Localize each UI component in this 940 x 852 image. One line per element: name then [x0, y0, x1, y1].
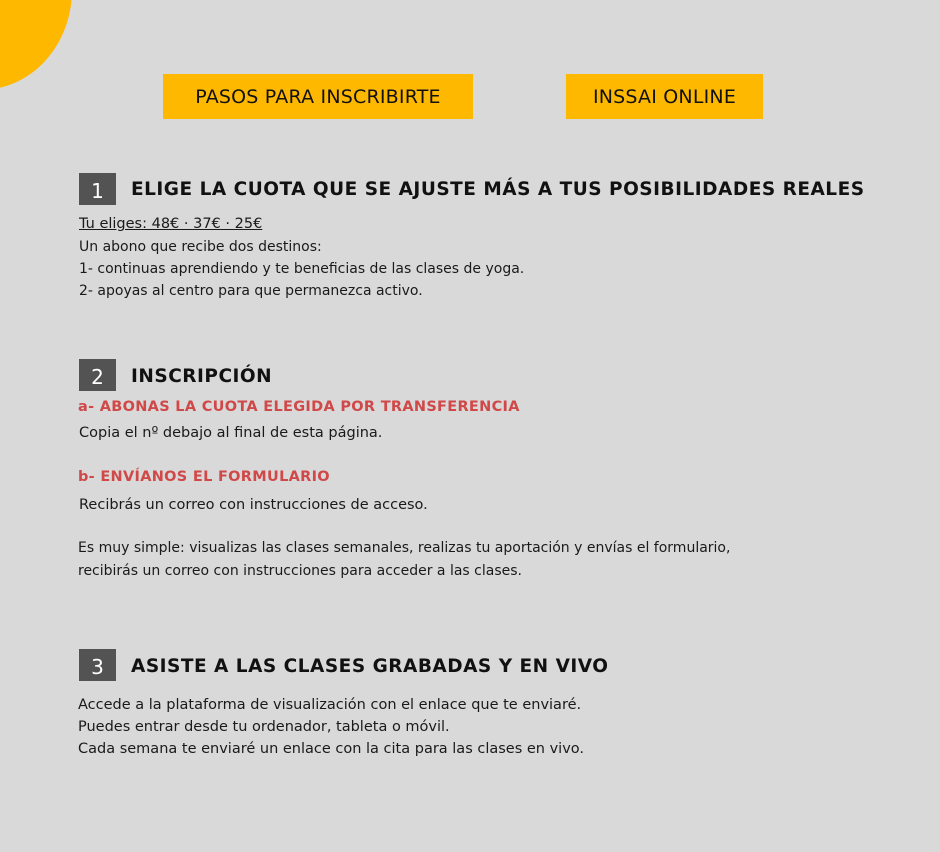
summary-line: recibirás un correo con instrucciones para acceder a las clases.	[78, 563, 522, 579]
step-2-title: INSCRIPCIÓN	[131, 366, 273, 387]
fee-options: Tu eliges: 48€ · 37€ · 25€	[79, 216, 263, 232]
summary-line: Es muy simple: visualizas las clases semanales, realizas tu aportación y envías el formulario,	[78, 540, 731, 556]
inssai-online-button[interactable]: INSSAI ONLINE	[566, 74, 763, 119]
step-1-number: 1	[79, 173, 116, 205]
step-1-line: Un abono que recibe dos destinos:	[79, 239, 322, 255]
step-1-line: 2- apoyas al centro para que permanezca activo.	[79, 283, 423, 299]
step-1-line: 1- continuas aprendiendo y te beneficias de las clases de yoga.	[79, 261, 525, 277]
step-2b-text: Recibrás un correo con instrucciones de acceso.	[79, 497, 428, 513]
step-3-number: 3	[79, 649, 116, 681]
step-3-line: Accede a la plataforma de visualización con el enlace que te enviaré.	[78, 697, 582, 713]
step-1-title: ELIGE LA CUOTA QUE SE AJUSTE MÁS A TUS POSIBILIDADES REALES	[131, 179, 865, 200]
decorative-circle	[0, 0, 72, 90]
step-2a-text: Copia el nº debajo al final de esta página.	[79, 425, 383, 441]
step-3-line: Puedes entrar desde tu ordenador, tableta o móvil.	[78, 719, 450, 735]
step-1-text	[79, 236, 524, 302]
steps-to-enroll-button[interactable]: PASOS PARA INSCRIBIRTE	[163, 74, 473, 119]
step-3-text	[78, 694, 584, 760]
step-2-number: 2	[79, 359, 116, 391]
step-2a-heading: a- ABONAS LA CUOTA ELEGIDA POR TRANSFERENCIA	[78, 399, 520, 415]
step-3-title: ASISTE A LAS CLASES GRABADAS Y EN VIVO	[131, 656, 609, 677]
step-3-line: Cada semana te enviaré un enlace con la cita para las clases en vivo.	[78, 741, 585, 757]
step-2b-heading: b- ENVÍANOS EL FORMULARIO	[78, 469, 330, 485]
step-2-summary	[78, 537, 730, 583]
